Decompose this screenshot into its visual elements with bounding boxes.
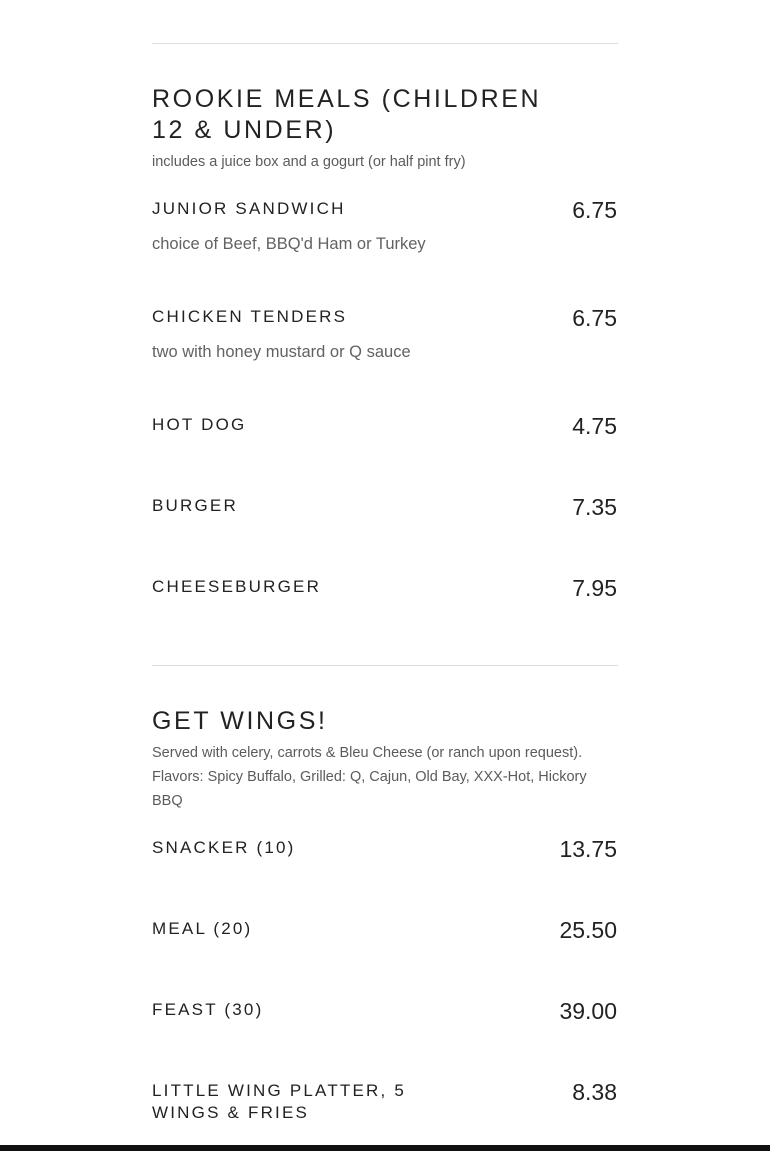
- section-divider: [152, 43, 618, 44]
- section-description-rookie-meals: includes a juice box and a gogurt (or half pint fry): [152, 154, 466, 170]
- section-title-rookie-meals: ROOKIE MEALS (CHILDREN 12 & UNDER): [152, 85, 542, 144]
- item-price: 7.35: [572, 494, 617, 520]
- item-name: LITTLE WING PLATTER, 5 WINGS & FRIES: [152, 1081, 407, 1122]
- bottom-bar: [0, 1145, 770, 1151]
- item-price: 6.75: [572, 197, 617, 223]
- item-price: 8.38: [572, 1079, 617, 1105]
- item-price: 6.75: [572, 305, 617, 331]
- item-name: MEAL (20): [152, 919, 253, 938]
- item-name: JUNIOR SANDWICH: [152, 199, 346, 218]
- item-name: CHEESEBURGER: [152, 577, 322, 596]
- item-name: FEAST (30): [152, 1000, 264, 1019]
- item-name: SNACKER (10): [152, 838, 296, 857]
- item-price: 7.95: [572, 575, 617, 601]
- section-description-get-wings: Served with celery, carrots & Bleu Cheese (or ranch upon request). Flavors: Spicy Buffalo, Grilled: Q, Cajun, Old Bay, XXX-Hot, Hickory BBQ: [152, 745, 587, 809]
- item-price: 25.50: [559, 917, 617, 943]
- section-title-get-wings: GET WINGS!: [152, 707, 328, 735]
- section-divider: [152, 665, 618, 666]
- item-name: BURGER: [152, 496, 238, 515]
- item-price: 13.75: [559, 836, 617, 862]
- item-price: 39.00: [559, 998, 617, 1024]
- item-price: 4.75: [572, 413, 617, 439]
- item-description: choice of Beef, BBQ'd Ham or Turkey: [152, 235, 426, 253]
- item-description: two with honey mustard or Q sauce: [152, 343, 411, 361]
- item-name: CHICKEN TENDERS: [152, 307, 348, 326]
- item-name: HOT DOG: [152, 415, 247, 434]
